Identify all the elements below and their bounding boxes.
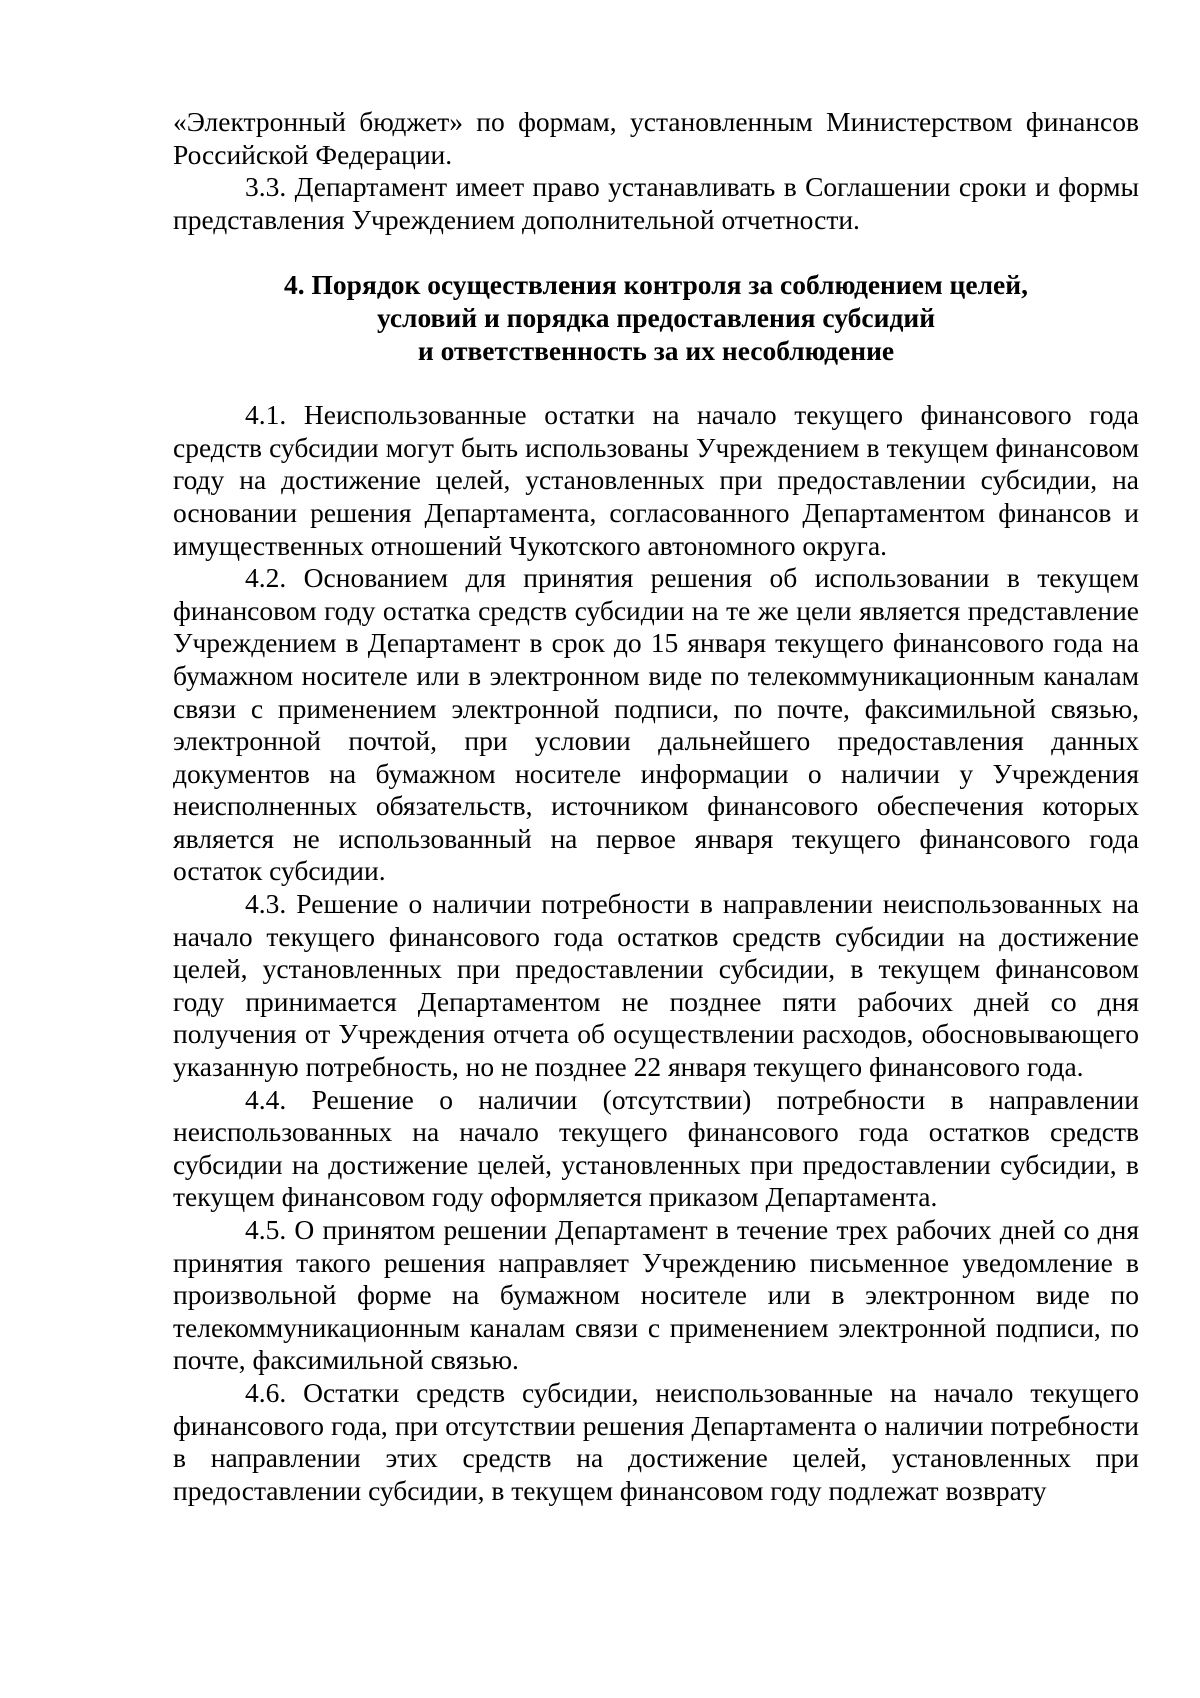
paragraph-4-6: 4.6. Остатки средств субсидии, неиспользованные на начало текущего финансового года, при отсутствии решения Департамента о наличии потребности в направлении этих средств на достижение целей, установленных при предоставлении субсидии, в текущем финансовом году подлежат возврату <box>173 1376 1139 1506</box>
paragraph-3-3: 3.3. Департамент имеет право устанавливать в Соглашении сроки и формы представления Учреждением дополнительной отчетности. <box>173 171 1139 235</box>
paragraph-4-4: 4.4. Решение о наличии (отсутствии) потребности в направлении неиспользованных на начало текущего финансового года остатков средств субсидии на достижение целей, установленных при предоставлении субсидии, в текущем финансовом году оформляется приказом Департамента. <box>173 1083 1139 1213</box>
document-page <box>173 106 1139 1507</box>
paragraph-4-2: 4.2. Основанием для принятия решения об использовании в текущем финансовом году остатка средств субсидии на те же цели является представление Учреждением в Департамент в срок до 15 января текущего финансового года на бумажном носителе или в электронном виде по телекоммуникационным каналам связи с применением электронной подписи, по почте, факсимильной связью, электронной почтой, при условии дальнейшего предоставления данных документов на бумажном носителе информации о наличии у Учреждения неисполненных обязательств, источником финансового обеспечения которых является не использованный на первое января текущего финансового года остаток субсидии. <box>173 562 1139 887</box>
section-4-heading-line-3: и ответственность за их несоблюдение <box>417 334 895 366</box>
paragraph-4-5: 4.5. О принятом решении Департамент в течение трех рабочих дней со дня принятия такого решения направляет Учреждению письменное уведомление в произвольной форме на бумажном носителе или в электронном виде по телекоммуникационным каналам связи с применением электронной подписи, по почте, факсимильной связью. <box>173 1214 1139 1376</box>
section-4-heading-line-2: условий и порядка предоставления субсидий <box>376 301 936 333</box>
paragraph-intro-continuation: «Электронный бюджет» по формам, установленным Министерством финансов Российской Федерации. <box>173 106 1139 170</box>
section-4-heading-line-1: 4. Порядок осуществления контроля за соблюдением целей, <box>284 269 1028 301</box>
paragraph-4-1: 4.1. Неиспользованные остатки на начало текущего финансового года средств субсидии могут быть использованы Учреждением в текущем финансовом году на достижение целей, установленных при предоставлении субсидии, на основании решения Департамента, согласованного Департаментом финансов и имущественных отношений Чукотского автономного округа. <box>173 399 1139 561</box>
section-4-heading <box>173 269 1139 367</box>
paragraph-4-3: 4.3. Решение о наличии потребности в направлении неиспользованных на начало текущего финансового года остатков средств субсидии на достижение целей, установленных при предоставлении субсидии, в текущем финансовом году принимается Департаментом не позднее пяти рабочих дней со дня получения от Учреждения отчета об осуществлении расходов, обосновывающего указанную потребность, но не позднее 22 января текущего финансового года. <box>173 888 1139 1083</box>
